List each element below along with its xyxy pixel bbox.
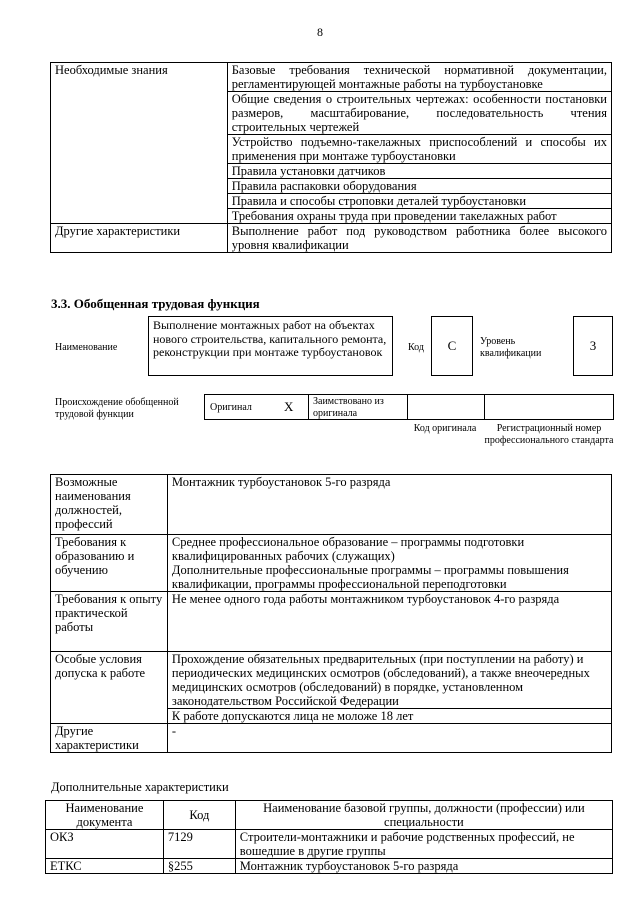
borrowed-label: Заимствовано из оригинала [313,396,384,419]
knowledge-table [50,62,612,253]
details-row [51,475,612,535]
details-row [51,652,612,709]
name-label: Наименование [55,342,118,353]
additional-header-row [46,801,613,830]
row-value: Не менее одного года работы монтажником турбоустановок 4-го разряда [167,592,611,652]
row-label: Необходимые знания [51,63,228,224]
knowledge-item: Выполнение работ под руководством работника более высокого уровня квалификации [227,224,611,253]
row-label: Особые условия допуска к работе [51,652,168,724]
row-label: Требования к опыту практической работы [51,592,168,652]
details-row [51,724,612,753]
row-label: Требования к образованию и обучению [51,535,168,592]
cell: Монтажник турбоустановок 5-го разряда [235,859,612,874]
original-mark: X [284,399,294,414]
level-label: Уровень квалификации [480,336,542,359]
reg-number-caption: Регистрационный номер профессионального стандарта [484,423,614,446]
header-cell: Наименование базовой группы, должности (профессии) или специальности [235,801,612,830]
cell: ЕТКС [46,859,164,874]
code-original-caption: Код оригинала [413,423,477,434]
code-original-cell [407,394,485,420]
level-value: 3 [589,338,597,353]
knowledge-item: Общие сведения о строительных чертежах: особенности постановки размеров, масштабирование, последовательность чтения строительных чертежей [227,92,611,135]
row-value: Среднее профессиональное образование – программы подготовки квалифицированных рабочих (служащих) Дополнительные профессиональные программы – программы повышения квалификации, программы профессиональной переподготовки [167,535,611,592]
details-table [50,474,612,753]
cell: §255 [163,859,235,874]
additional-table [45,800,613,874]
knowledge-item: Требования охраны труда при проведении такелажных работ [227,209,611,224]
additional-row [46,830,613,859]
row-label: Другие характеристики [51,724,168,753]
code-value: С [447,338,457,353]
row-value: Прохождение обязательных предварительных (при поступлении на работу) и периодических медицинских осмотров (обследований), а также внеочередных медицинских осмотров (обследований) в порядке, установленном законодательством Российской Федерации [167,652,611,709]
code-label: Код [408,342,424,353]
knowledge-item: Правила и способы строповки деталей турбоустановки [227,194,611,209]
row-label: Другие характеристики [51,224,228,253]
row-value: Монтажник турбоустановок 5-го разряда [167,475,611,535]
cell: Строители-монтажники и рабочие родственных профессий, не вошедшие в другие группы [235,830,612,859]
details-row [51,592,612,652]
row-value: К работе допускаются лица не моложе 18 лет [167,709,611,724]
additional-row [46,859,613,874]
page-number: 8 [317,25,323,39]
knowledge-row [51,63,612,92]
section-title: 3.3. Обобщенная трудовая функция [51,296,260,311]
function-name-box [148,316,393,376]
code-box [431,316,473,376]
other-characteristics-row [51,224,612,253]
header-cell: Наименование документа [46,801,164,830]
original-label: Оригинал [210,402,252,413]
knowledge-item: Правила установки датчиков [227,164,611,179]
row-label: Возможные наименования должностей, профессий [51,475,168,535]
function-name: Выполнение монтажных работ на объектах нового строительства, капитального ремонта, реконструкции при монтаже турбоустановок [153,318,387,359]
reg-number-cell [484,394,614,420]
header-cell: Код [163,801,235,830]
additional-title: Дополнительные характеристики [51,780,229,794]
knowledge-item: Правила распаковки оборудования [227,179,611,194]
origin-label: Происхождение обобщенной трудовой функции [55,397,179,420]
knowledge-item: Базовые требования технической нормативной документации, регламентирующей монтажные работы на турбоустановке [227,63,611,92]
row-value: - [167,724,611,753]
knowledge-item: Устройство подъемно-такелажных приспособлений и способы их применения при монтаже турбоустановки [227,135,611,164]
cell: 7129 [163,830,235,859]
details-row [51,535,612,592]
level-box [573,316,613,376]
cell: ОКЗ [46,830,164,859]
